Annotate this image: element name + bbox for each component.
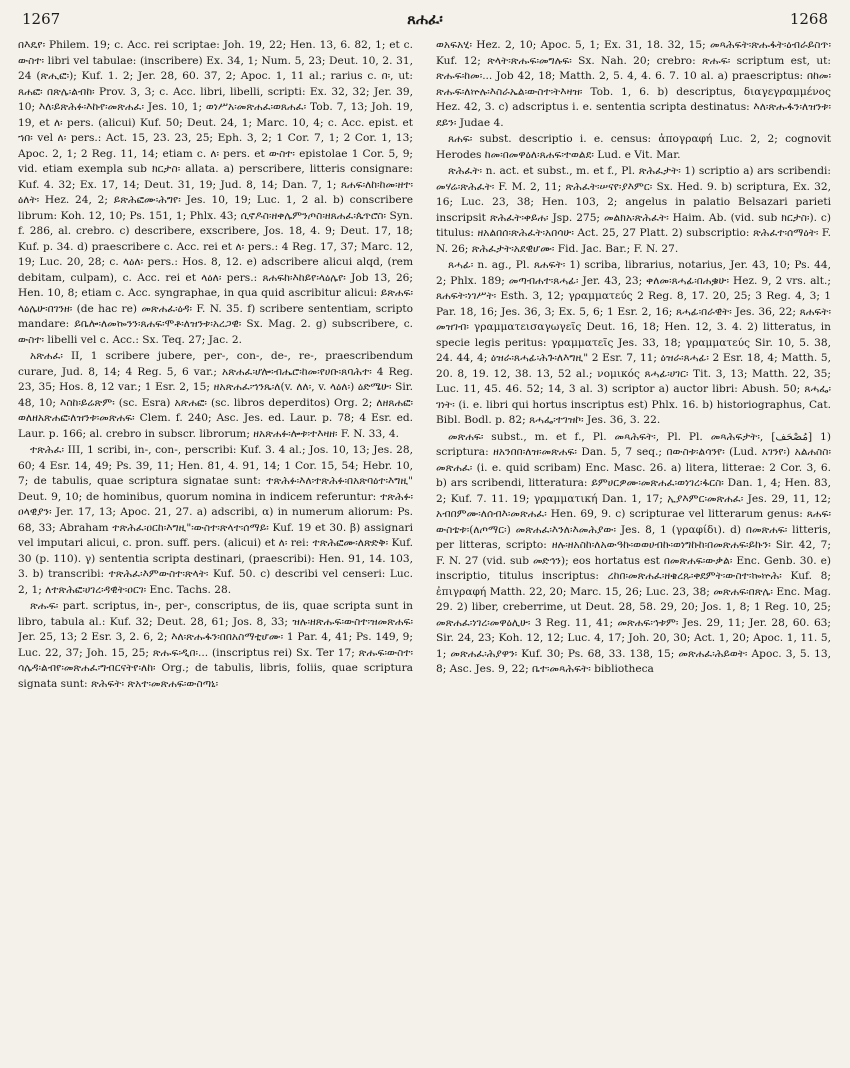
page-header (0, 10, 850, 32)
running-headword: ጸሐፈ፡ (407, 10, 443, 28)
entry-paragraph: ጸሐፍ፡ subst. descriptio i. e. census: ἀπογραφή Luc. 2, 2; cognovit Herodes ከመ፡በመዋዕለ፡ጸሐፍ፡ተወልደ፡ Lud. e Vit. Mar. (436, 133, 831, 161)
left-column (18, 38, 413, 1060)
right-column (436, 38, 831, 1060)
entry-paragraph: ጽሕፈት፡ n. act. et subst., m. et f., Pl. ጽሕፈታት፡ 1) scriptio a) ars scribendi: መሃሬ፡ጽሕፈት፡ F. M. 2, 11; ጽሕፈት፡ሠናየ፡ያእምር፡ Sx. Hed. 9. b) scriptura, Ex. 32, 16; Luc. 23, 38; Hen. 103, 2; angelus in palatio Belsazari parieti inscripsit ጽሕፈት፡ቀይሐ፡ Jsp. 275; መልክአ፡ጽሕፈት፡ Haim. Ab. (vid. sub ክርታስ፡). c) titulus: ዘአልበሰ፡ጽሕፈት፡አበሳሁ፡ Act. 25, 27 Platt. 2) subscriptio: ጽሕፈተ፡ሰማዕት፡ F. N. 26; ጽሕፈታት፡አደዊሆሙ፡ Fid. Jac. Bar.; F. N. 27. (436, 165, 831, 255)
entry-paragraph: ጽሑፍ፡ part. scriptus, in-, per-, conscriptus, de iis, quae scripta sunt in libro, tabula al.: Kuf. 32; Deut. 28, 61; Jos. 8, 33; ዝሉ፡ዘጽሑፍ፡ውስተ፡ዝመጽሐፍ፡ Jer. 25, 13; 2 Esr. 3, 2. 6, 2; እለ፡ጽሑፋን፡በበአስማቲሆሙ፡ 1 Par. 4, 41; Ps. 149, 9; Luc. 22, 37; Joh. 15, 25; ጽሑፍ፡ዲበ፡... (inscriptus rei) Sx. Ter 17; ጽሑፍ፡ውስተ፡ሳሌዳ፡ልብየ፡መጽሐፈ፡ግብርናትየ፡ለከ፡ Org.; de tabulis, libris, foliis, quae scriptura signata sunt: ጽሕፍት፡ ጽአተ፡መጽሐፍ፡ውስጣኒ፡ (18, 600, 413, 690)
entry-paragraph: ወአፍአሂ፡ Hez. 2, 10; Apoc. 5, 1; Ex. 31, 18. 32, 15; መጻሕፍት፡ጽሑፋት፡ዕብራይስጥ፡ Kuf. 12; ጽላት፡ጽሑፍ፡መግሉፍ፡ Sx. Nah. 20; crebro: ጽሑፍ፡ scriptum est, ut: ጽሑፍ፡ከመ፡... Job 42, 18; Matth. 2, 5. 4, 4. 6. 7. 10 al. a) praescriptus: በከመ፡ጽሑፍ፡ለኵሉ፡እስራኤል፡ውስተ፡ትእዛዝ፡ Tob. 1, 6. b) descriptus, διαγεγραμμένος Hez. 42, 3. c) adscriptus i. e. sententia scripta destinatus: እለ፡ጽሑፋን፡ለዝንቱ፡ደይን፡ Judae 4. (436, 39, 831, 129)
entry-paragraph: መጽሐፍ፡ subst., m. et f., Pl. መጻሕፍት፡, Pl. Pl. መጻሕፍታት፡, [مُصْحَف] 1) scriptura: ዘአንበበ፡ለዝ፡መጽሐፍ፡ Dan. 5, 7 seq.; በውስቱ፡ልሳንየ፡ (Lud. አገንየ፡) አልሐስስ፡መጽሐፈ፡ (i. e. quid scribam) Enc. Masc. 26. a) litera, litterae: 2 Cor. 3, 6. b) ars scribendi, litteratura: ይምሀርዎሙ፡መጽሐፈ፡ወነገረ፡ፋርስ፡ Dan. 1, 4; Hen. 83, 2; Kuf. 7. 11. 19; γραμματική Dan. 1, 17; ኢያእምር፡መጽሐፈ፡ Jes. 29, 11, 12; አብበምሙ፡ለሰብእ፡መጽሐፈ፡ Hen. 69, 9. c) scripturae vel litterarum genus: ጸሐፍ፡ውስቴቱ፡(ለጦማር፡) መጽሐፈ፡እንለ፡እመሕያው፡ Jes. 8, 1 (γραφίδι). d) በመጽሐፍ፡ litteris, per litteras, scripto: ዘሉ፡ዘአስከ፡ለአውዓኩ፡ወወሀብኩ፡ወነግኩከ፡በመጽሐፍ፡ይኩን፡ Sir. 42, 7; F. N. 27 (vid. sub መድኅን); eos hortatus est በመጽሐፍ፡ውቃል፡ Enc. Genb. 30. e) inscriptio, titulus inscriptus: ረከበ፡መጽሐፈ፡ዘቄረጹ፡ቀደምት፡ውስተ፡ኰኵሕ፡ Kuf. 8; ἐπιγραφή Matth. 22, 20; Marc. 15, 26; Luc. 23, 38; መጽሐፍ፡በጽሌ፡ Enc. Mag. 29. 2) liber, creberrime, ut Deut. 28, 58. 29, 20; Jos. 1, 8; 1 Reg. 10, 25; መጽሐፈ፡ነገረ፡መዋዕሊሁ፡ 3 Reg. 11, 41; መጽሐፍ፡ኅቱም፡ Jes. 29, 11; Jer. 28, 60. 63; Sir. 24, 23; Koh. 12, 12; Luc. 4, 17; Joh. 20, 30; Act. 1, 20; Apoc. 1, 11. 5, 1; መጽሐፈ፡ሕያዋን፡ Kuf. 30; Ps. 68, 33. 138, 15; መጽሐፈ፡ሕይወት፡ Apoc. 3, 5. 13, 8; Asc. Jes. 9, 22; ቤተ፡መጻሕፍት፡ bibliotheca (436, 430, 831, 675)
entry-paragraph: በእዴየ፡ Philem. 19; c. Acc. rei scriptae: Joh. 19, 22; Hen. 13, 6. 82, 1; et c. ውስተ፡ libri vel tabulae: (inscribere) Ex. 34, 1; Num. 5, 23; Deut. 10, 2. 31, 24 (ጽሒፎ፡); Kuf. 1. 2; Jer. 28, 60. 37, 2; Apoc. 1, 11 al.; rarius c. በ፡, ut: ጸሐፎ፡ በጽሌ፡ልብከ፡ Prov. 3, 3; c. Acc. libri, libelli, scripti: Ex. 32, 32; Jer. 39, 10; እለ፡ይጽሕፉ፡እኩየ፡መጽሐፈ፡ Jes. 10, 1; ወነሥአ፡መጽሐፈ፡ወጸሐፈ፡ Tob. 7, 13; Joh. 19, 19, et ለ፡ pers. (alicui) Kuf. 50; Deut. 24, 1; Marc. 10, 4; c. Acc. epist. et ኀበ፡ vel ለ፡ pers.: Act. 15, 23. 23, 25; Eph. 3, 2; 1 Cor. 7, 1; 2 Cor. 1, 13; Apoc. 2, 1; 2 Reg. 11, 14; etiam c. ለ፡ pers. et ውስተ፡ epistolae 1 Cor. 5, 9; vid. etiam exempla sub ክርታስ፡ allata. a) perscribere, litteris consignare: Kuf. 4. 32; Ex. 17, 14; Deut. 31, 19; Jud. 8, 14; Dan. 7, 1; ጸሐፍ፡ለከ፡ከመ፡ዘተ፡ዕለት፡ Hez. 24, 2; ይጽሕፎሙ፡ሕግየ፡ Jes. 10, 19; Luc. 1, 2 al. b) conscribere librum: Koh. 12, 10; Ps. 151, 1; Phlx. 43; ሲኖዶስ፡ዘቀሌምንጦስ፡ዘጸሐፈ፡ጴጥሮስ፡ Syn. f. 286, al. crebro. c) describere, exscribere, Jos. 18, 4. 9; Deut. 17, 18; Kuf. p. 34. d) praescribere c. Acc. rei et ለ፡ pers.: 4 Reg. 17, 37; Marc. 12, 19; Luc. 20, 28; c. ላዕለ፡ pers.: Hos. 8, 12. e) adscribere alicui alqd, (rem debitam, culpam), c. Acc. rei et ላዕለ፡ pers.: ጸሐፍከ፡እከይየ፡ላዕሌየ፡ Job 13, 26; Hen. 10, 8; etiam c. Acc. syngraphae, in qua quid ascribitur alicui: ይጽሐፍ፡ላዕሌሁ፡በገንዘ፡ (de hac re) መጽሐፈ፡ዕዳ፡ F. N. 35. f) scribere sententiam, scripto mandare: ይቤሎ፡ለመኰንን፡ጸሐፍ፡ሞቶ፡ለዝንቱ፡አረጋዊ፡ Sx. Mag. 2. g) subscribere, c. ውስተ፡ libelli vel c. Acc.: Sx. Teq. 27; Jac. 2. (18, 39, 413, 346)
entry-paragraph: አጽሐፈ፡ II, 1 scribere jubere, per-, con-, de-, re-, praescribendum curare, Jud. 8, 14; 4 Reg. 5, 6 var.; አጽሐፈ፡ሆሎ፡ብሔሮ፡ከመ፡የሀቡ፡ጸባሕተ፡ 4 Reg. 23, 35; Hos. 8, 12 var.; 1 Esr. 2, 15; ዘአጽሐፈ፡ኀንጼ፡ለ(v. ለለ፡, v. ላዕለ፡) ዕድሜሁ፡ Sir. 48, 10; እስከ፡ይሬጽም፡ (sc. Esra) አጽሐፎ፡ (sc. libros deperditos) Org. 2; ለዘጸሐፎ፡ ወለዘአጽሐፎ፡ለዝንቱ፡መጽሐፍ፡ Clem. f. 240; Asc. Jes. ed. Laur. p. 78; 4 Esr. ed. Laur. p. 166; al. crebro in subscr. librorum; ዘአጽሐፉ፡ሎቱ፡ተእዛዘ፡ F. N. 33, 4. (18, 350, 413, 440)
entry-paragraph: ጸሓፊ፡ n. ag., Pl. ጸሐፍት፡ 1) scriba, librarius, notarius, Jer. 43, 10; Ps. 44, 2; Phlx. 189; መጣብሐተ፡ጸሓፊ፡ Jer. 43, 23; ቀለመ፡ጸሓፊ፡በሐቌሁ፡ Hez. 9, 2 vrs. alt.; ጸሐፍት፡ነገሥት፡ Esth. 3, 12; γραμματεύς 2 Reg. 8, 17. 20, 25; 3 Reg. 4, 3; 1 Par. 18, 16; Jes. 36, 3; Ex. 5, 6; 1 Esr. 2, 16; ጸሓፊ፡በራዊት፡ Jes. 36, 22; ጸሐፍት፡መዝገብ፡ γραμματεισαγωγεῖς Deut. 16, 18; Hen. 12, 3. 4. 2) litteratus, in specie legis peritus: γραμματεῖς Jes. 33, 18; γραμματεύς Sir. 10, 5. 38, 24. 44, 4; ዕዝራ፡ጸሓፊ፡ሕጉ፡ለእግዚ" 2 Esr. 7, 11; ዕዝራ፡ጸሓፊ፡ 2 Esr. 18, 4; Matth. 5, 20. 8, 19. 12, 38. 13, 52 al.; νομικός ጸሓፊ፡ሀገር፡ Tit. 3, 13; Matth. 22, 35; Luc. 11, 45. 46. 52; 14, 3 al. 3) scriptor a) auctor libri: Abush. 50; ጸሓፌ፡ገነት፡ (i. e. libri qui hortus inscriptus est) Phlx. 16. b) historiographus, Cat. Bibl. Bodl. p. 82; ጸሓፌ፡ተገዝኮ፡ Jes. 36, 3. 22. (436, 259, 831, 426)
right-page-number: 1268 (789, 10, 828, 28)
entry-paragraph: ተጽሕፈ፡ III, 1 scribi, in-, con-, perscribi: Kuf. 3. 4 al.; Jos. 10, 13; Jes. 28, 60; 4 Esr. 14, 49; Ps. 39, 11; Hen. 81, 4. 91, 14; 1 Cor. 15, 54; Hebr. 10, 7; de tabulis, quae scriptura signatae sunt: ተጽሕፉ፡እለ፡ተጽሕፉ፡በአጽባዕተ፡እግዚ" Deut. 9, 10; de hominibus, quorum nomina in indicem referuntur: ተጽሕፉ፡ዐላዊያን፡ Jer. 17, 13; Apoc. 21, 27. a) adscribi, α) in numerum aliorum: Ps. 68, 33; Abraham ተጽሕፈ፡ዐርከ፡እግዚ"፡ውስተ፡ጽላተ፡ሰማይ፡ Kuf. 19 et 30. β) assignari vel imputari alicui, c. pron. suff. pers. (alicui) et ለ፡ rei: ተጽሕፎሙ፡ለጽድቅ፡ Kuf. 30 (p. 110). γ) sententia scripta destinari, (praescribi): Hen. 91, 14. 103, 3. b) transcribi: ተጽሕፈ፡እምውስተ፡ጽላት፡ Kuf. 50. c) describi vel censeri: Luc. 2, 1; ለተጽሕፎ፡ሀገረ፡ዳዊት፡ዐርገ፡ Enc. Tachs. 28. (18, 444, 413, 596)
left-page-number: 1267 (22, 10, 61, 28)
